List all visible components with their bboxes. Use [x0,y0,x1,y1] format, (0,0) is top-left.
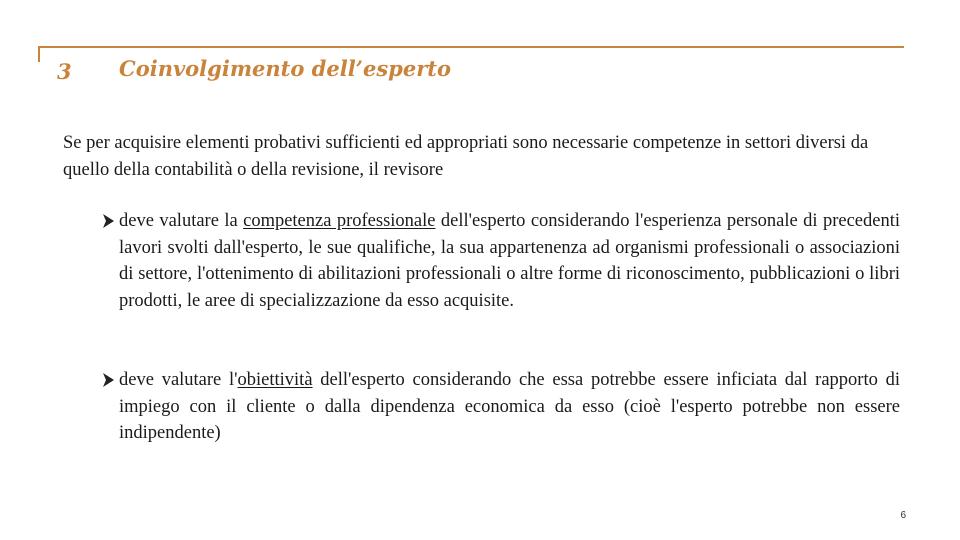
bullet-prefix: deve valutare la [119,211,244,231]
bullet-item-obiettivita [100,367,900,447]
page-number: 6 [900,510,906,521]
bullet-prefix: deve valutare l' [119,370,238,390]
bullet-suffix: dell'esperto considerando l'esperienza personale di precedenti lavori svolti dall'esperto, le sue qualifiche, la sua appartenenza ad organismi professionali o associazioni di settore, l'ottenimento di abilitazioni professionali o altre forme di riconoscimento, pubblicazioni o libri prodotti, le aree di specializzazione da esso acquisite. [119,211,900,311]
bullet-text [119,367,900,447]
bullet-underlined-term: obiettività [237,370,313,390]
page-title: Coinvolgimento dell’esperto [119,56,451,81]
arrow-bullet-icon [100,367,118,393]
section-number: 3 [57,59,72,84]
arrow-bullet-icon [100,208,118,234]
header-rule [38,46,904,48]
header-rule-corner [38,46,40,62]
intro-paragraph: Se per acquisire elementi probativi sufficienti ed appropriati sono necessarie competenze in settori diversi da quello della contabilità o della revisione, il revisore [63,133,869,180]
bullet-text [119,208,900,314]
bullet-item-competenza [100,208,900,314]
bullet-suffix: dell'esperto considerando che essa potrebbe essere inficiata dal rapporto di impiego con il cliente o dalla dipendenza economica da esso (cioè l'esperto potrebbe non essere indipendente) [119,370,900,443]
bullet-underlined-term: competenza professionale [243,211,436,231]
